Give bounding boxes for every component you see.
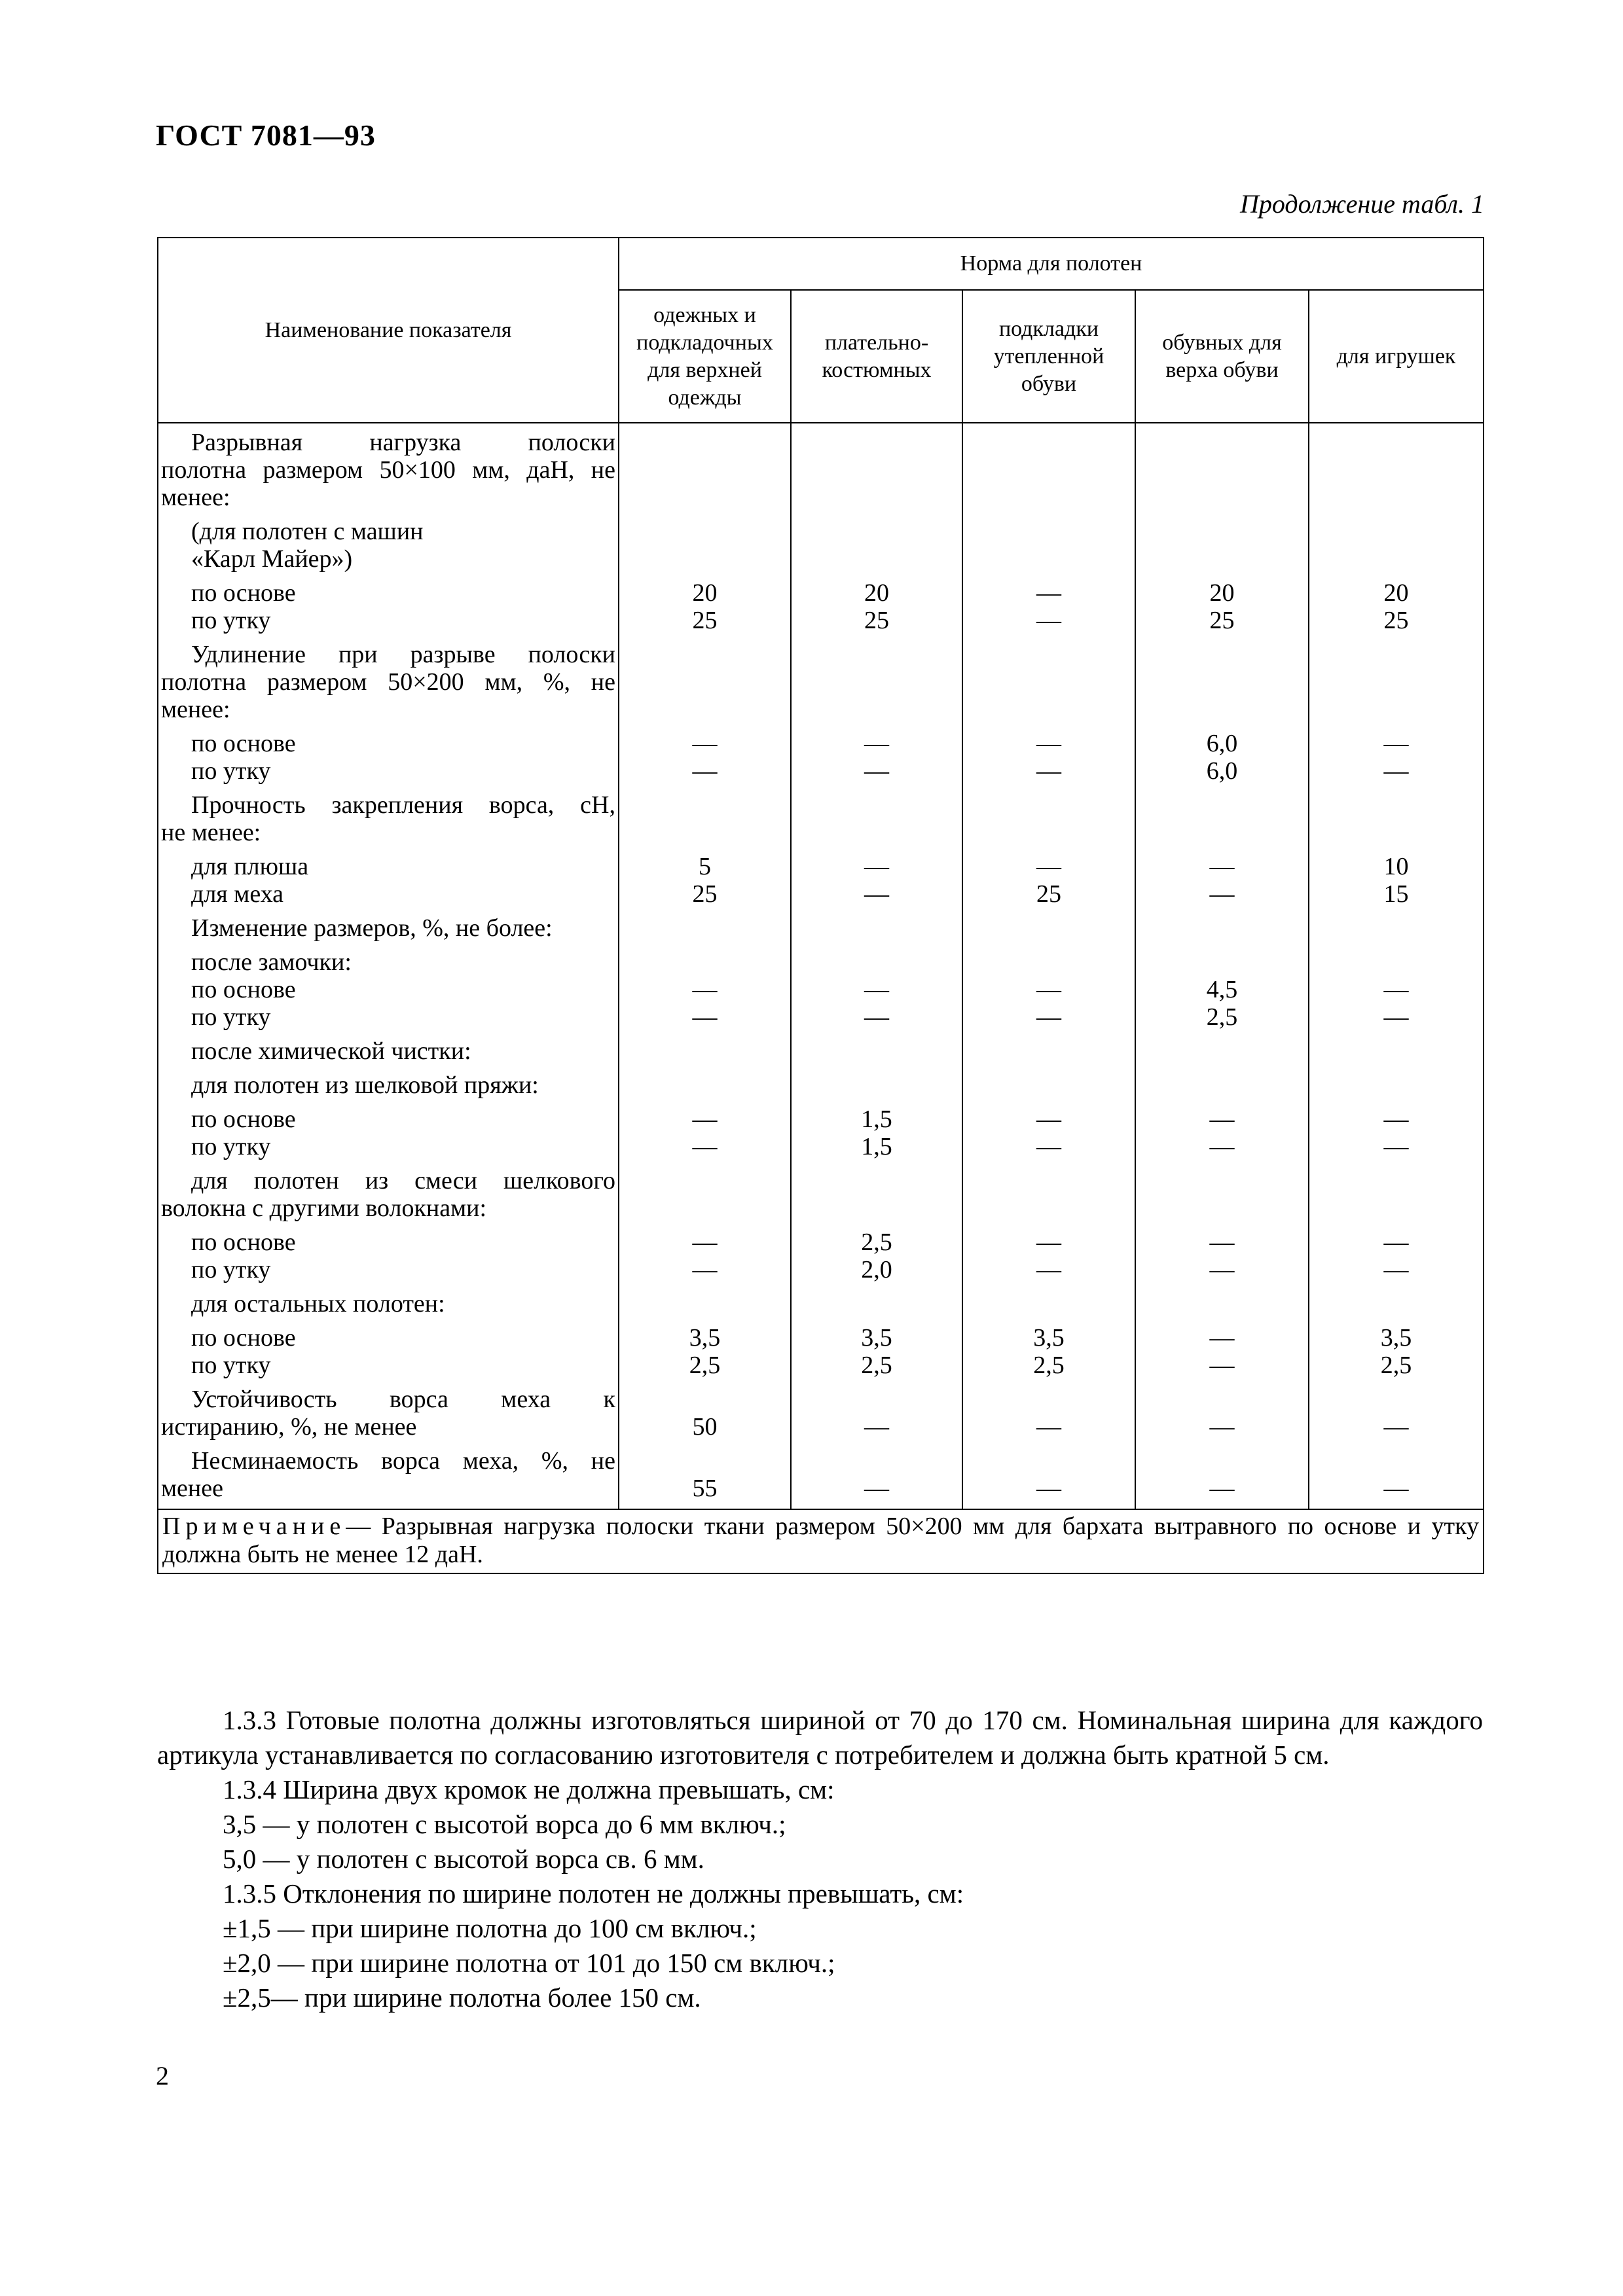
norm-value-cell [1309,1324,1484,1386]
norm-value-cell [1309,423,1484,518]
norm-value: — [864,853,889,880]
column-header-line: одежных и [653,302,756,327]
norm-value: — [1209,1229,1235,1256]
indicator-name-cell [158,730,619,791]
table-row [158,730,1484,791]
indicator-name-line: после химической чистки: [191,1037,471,1065]
norm-value-cell [1135,1167,1309,1229]
table-row [158,914,1484,948]
body-text [157,1703,1483,2015]
norm-value-cell [791,1290,962,1324]
norm-value: — [1209,1352,1235,1379]
indicator-name-line: по основе [191,1105,296,1133]
norm-column-header [1309,290,1484,423]
norm-value: 2,5 [861,1229,892,1256]
norm-value: — [692,730,718,757]
norm-value-cell [962,1229,1135,1290]
norm-value-cell [791,641,962,730]
indicator-name-line: для остальных полотен: [191,1290,445,1318]
norm-value-cell [619,853,791,914]
norm-value: — [1209,1475,1235,1502]
column-header-line: подкладки [998,316,1099,341]
norm-value-cell [1309,579,1484,641]
norm-value [619,1447,790,1475]
indicator-name-line: для полотен из шелковой пряжи: [191,1071,539,1099]
indicator-name-line: менее: [161,696,230,723]
indicator-name-line: Удлинение при разрыве полоски [191,641,615,668]
indicator-name-header: Наименование показателя [158,238,619,423]
indicator-name-line: Изменение размеров, %, не более: [191,914,553,942]
norm-value [619,948,790,976]
norm-value: 2,0 [861,1256,892,1283]
norm-value: — [1036,1229,1061,1256]
norm-value: 20 [864,579,889,607]
norm-value: 25 [1383,607,1409,634]
norm-value-cell [619,579,791,641]
norm-value: — [1209,1413,1235,1441]
indicator-name-line: по утку [191,607,271,634]
norm-value-cell [1309,914,1484,948]
indicator-name-cell [158,853,619,914]
norm-value: 25 [692,880,718,908]
norm-value: — [1383,1413,1409,1441]
norm-column-header [962,290,1135,423]
page-number: 2 [156,2061,169,2090]
norm-value-cell [619,423,791,518]
norm-value: — [692,757,718,785]
norm-value-cell [962,1105,1135,1167]
norm-value [1309,948,1483,976]
indicator-name-line: для меха [191,880,284,908]
norms-table [157,237,1484,1574]
norm-value: 3,5 [1033,1324,1065,1352]
indicator-name-cell [158,1167,619,1229]
norm-value: — [1036,1105,1061,1133]
norm-value: — [1209,1256,1235,1283]
table-row [158,1167,1484,1229]
norm-value-cell [1135,1037,1309,1071]
norm-value-cell [1309,1167,1484,1229]
norm-value [963,1386,1135,1413]
norm-value: — [1036,757,1061,785]
norm-value: — [1036,1475,1061,1502]
norm-value: 1,5 [861,1133,892,1160]
norm-value: — [1209,1133,1235,1160]
norm-value: 2,5 [689,1352,721,1379]
norm-value: 25 [1036,880,1061,908]
norm-value: 25 [864,607,889,634]
norm-value-cell [791,518,962,579]
norm-value-cell [1135,1071,1309,1105]
indicator-name-cell [158,914,619,948]
indicator-name-line: Разрывная нагрузка полоски [191,429,615,456]
norm-value-cell [1309,1386,1484,1447]
norm-value: 55 [692,1475,718,1502]
norm-value-cell [619,791,791,853]
norm-value [963,1447,1135,1475]
norm-value-cell [619,641,791,730]
norm-value-cell [1135,579,1309,641]
column-header-line: костюмных [822,357,932,382]
norm-value [963,948,1135,976]
indicator-name-cell [158,1386,619,1447]
norm-value [1136,1386,1308,1413]
norm-value-cell [1135,518,1309,579]
norm-value: 2,5 [1206,1003,1238,1031]
norm-value-cell [791,914,962,948]
norm-value-cell [1135,791,1309,853]
norm-value-cell [791,579,962,641]
indicator-name-line: Несминаемость ворса меха, %, не [191,1447,615,1475]
norm-value: — [864,976,889,1003]
clause-1-3-5-item: ±2,5— при ширине полотна более 150 см. [223,1982,701,2013]
norm-value-cell [791,730,962,791]
table-row [158,1290,1484,1324]
norm-value-cell [1309,730,1484,791]
norm-value: — [692,1256,718,1283]
norm-value-cell [1135,1447,1309,1509]
column-header-line: подкладочных [636,330,773,355]
norm-value: 3,5 [1380,1324,1412,1352]
norm-value-cell [1135,1386,1309,1447]
norm-value: 50 [692,1413,718,1441]
norm-value-cell [619,1229,791,1290]
norm-value: — [864,1413,889,1441]
norm-value-cell [619,1167,791,1229]
indicator-name-line: по утку [191,757,271,785]
indicator-name-line: по основе [191,1324,296,1352]
indicator-name-line: не менее: [161,819,261,846]
norm-value-cell [619,1324,791,1386]
indicator-name-cell [158,1290,619,1324]
norm-value [1309,1386,1483,1413]
clause-1-3-4-item: 3,5 — у полотен с высотой ворса до 6 мм включ.; [223,1809,786,1839]
clause-1-3-5: 1.3.5 Отклонения по ширине полотен не должны превышать, см: [223,1878,964,1909]
norm-value-cell [1309,1105,1484,1167]
norm-value-cell [791,1229,962,1290]
norm-column-header [1135,290,1309,423]
indicator-name-line: Устойчивость ворса меха к [191,1386,615,1413]
norm-value-cell [619,914,791,948]
clause-1-3-4: 1.3.4 Ширина двух кромок не должна превышать, см: [223,1774,835,1804]
norm-value-cell [791,1324,962,1386]
table-row [158,1447,1484,1509]
norm-value-cell [962,791,1135,853]
norm-value: 1,5 [861,1105,892,1133]
note-label: Примечание [162,1513,346,1540]
table-row [158,948,1484,1037]
table-row [158,1229,1484,1290]
norm-value: — [1036,730,1061,757]
indicator-name-cell [158,1324,619,1386]
norm-value: 5 [699,853,711,880]
table-row [158,1071,1484,1105]
norm-value: 10 [1383,853,1409,880]
norm-value-cell [962,1037,1135,1071]
table-row [158,579,1484,641]
norm-value-cell [791,1167,962,1229]
norm-value-cell [1135,730,1309,791]
norm-column-header [791,290,962,423]
norm-value: 6,0 [1206,757,1238,785]
norm-value: — [1036,607,1061,634]
norm-value: — [692,976,718,1003]
norm-value-cell [1309,1447,1484,1509]
norm-value [792,1447,962,1475]
indicator-name-cell [158,948,619,1037]
norm-value-cell [962,1386,1135,1447]
norm-value: 2,5 [861,1352,892,1379]
norm-value [1136,948,1308,976]
norm-value: — [1036,1256,1061,1283]
indicator-name-line: (для полотен с машин [191,518,424,545]
norm-value-cell [791,1071,962,1105]
norm-value-cell [1309,641,1484,730]
norm-value-cell [1135,423,1309,518]
norm-value-cell [619,948,791,1037]
norm-value: — [692,1133,718,1160]
norm-value: — [1383,730,1409,757]
norm-value-cell [1135,1324,1309,1386]
indicator-name-line: менее: [161,484,230,511]
norm-value-cell [1309,1071,1484,1105]
norm-value-cell [1309,948,1484,1037]
norm-value: — [864,1475,889,1502]
indicator-name-line: для плюша [191,853,309,880]
norm-value-cell [962,641,1135,730]
norm-value: 20 [1383,579,1409,607]
norm-value-cell [1309,853,1484,914]
indicator-name-line: по утку [191,1003,271,1031]
indicator-name-line: полотна размером 50×100 мм, даН, не [161,456,615,484]
norm-group-header: Норма для полотен [619,238,1484,290]
norm-value: — [1383,1003,1409,1031]
norm-value: — [1209,853,1235,880]
indicator-name-cell [158,1071,619,1105]
norm-value: — [692,1105,718,1133]
norm-value-cell [1309,1290,1484,1324]
norm-value: — [1036,1133,1061,1160]
document-title: ГОСТ 7081—93 [156,118,376,152]
norm-value: — [864,757,889,785]
table-row [158,1037,1484,1071]
indicator-name-line: после замочки: [191,948,352,976]
column-header-line: одежды [668,385,742,410]
norm-value-cell [791,423,962,518]
table-row [158,1324,1484,1386]
norm-value [792,1386,962,1413]
norm-value-cell [962,1290,1135,1324]
indicator-name-line: для полотен из смеси шелкового [191,1167,615,1194]
column-header-line: для верхней [647,357,762,382]
indicator-name-line: «Карл Майер») [191,545,353,573]
norm-value-cell [962,914,1135,948]
norm-value [619,1386,790,1413]
norm-value: 3,5 [689,1324,721,1352]
clause-1-3-5-item: ±2,0 — при ширине полотна от 101 до 150 см включ.; [223,1948,835,1978]
norm-value-cell [962,579,1135,641]
indicator-name-line: полотна размером 50×200 мм, %, не [161,668,615,696]
norm-value: 20 [1209,579,1235,607]
norm-value: 2,5 [1033,1352,1065,1379]
table-row [158,853,1484,914]
indicator-name-cell [158,1229,619,1290]
indicator-name-line: Прочность закрепления ворса, сН, [191,791,615,819]
norm-value-cell [1309,1037,1484,1071]
indicator-name-line: по основе [191,976,296,1003]
indicator-name-cell [158,518,619,579]
norm-value: — [1036,579,1061,607]
indicator-name-line: по основе [191,730,296,757]
column-header-line: плательно- [824,330,929,355]
table-row [158,791,1484,853]
indicator-name-line: истиранию, %, не менее [161,1413,417,1441]
column-header-line: обувных для [1162,330,1282,355]
norm-column-header [619,290,791,423]
norm-value-cell [962,1167,1135,1229]
norm-value: — [864,880,889,908]
norm-value-cell [791,948,962,1037]
norm-value-cell [791,1037,962,1071]
norm-value: — [1383,1475,1409,1502]
norm-value: — [1383,1105,1409,1133]
indicator-name-cell [158,791,619,853]
norm-value-cell [619,518,791,579]
norm-value: 4,5 [1206,976,1238,1003]
indicator-name-line: волокна с другими волокнами: [161,1194,487,1222]
norm-value-cell [1309,791,1484,853]
norm-value-cell [619,1071,791,1105]
indicator-name-cell [158,579,619,641]
norm-value: — [1383,1229,1409,1256]
clause-1-3-5-item: ±1,5 — при ширине полотна до 100 см включ.; [223,1913,757,1943]
norm-value-cell [791,1105,962,1167]
norm-value-cell [619,1105,791,1167]
norm-value: — [692,1003,718,1031]
clause-1-3-4-item: 5,0 — у полотен с высотой ворса св. 6 мм. [223,1844,704,1874]
norm-value: — [1383,1133,1409,1160]
table-row [158,518,1484,579]
indicator-name-line: по утку [191,1256,271,1283]
norm-value-cell [1135,853,1309,914]
norm-value-cell [1135,1229,1309,1290]
norm-value-cell [1135,948,1309,1037]
norm-value: 6,0 [1206,730,1238,757]
norm-value-cell [1135,1105,1309,1167]
norm-value: — [1383,976,1409,1003]
norm-value: — [1383,1256,1409,1283]
norm-value-cell [619,1290,791,1324]
norm-value-cell [791,853,962,914]
norm-value-cell [962,1447,1135,1509]
indicator-name-line: по утку [191,1133,271,1160]
table-row [158,641,1484,730]
table-note [158,1509,1484,1573]
norm-value: — [1036,1003,1061,1031]
indicator-name-cell [158,1037,619,1071]
norm-value: — [1036,1413,1061,1441]
norm-value [1309,1447,1483,1475]
clause-1-3-3: 1.3.3 Готовые полотна должны изготовляться шириной от 70 до 170 см. Номинальная ширина для каждого артикула устанавливается по согласованию изготовителя с потребителем и должна быть кратной 5 см. [157,1705,1483,1770]
indicator-name-line: по основе [191,1229,296,1256]
norm-value: — [1036,853,1061,880]
indicator-name-cell [158,1447,619,1509]
norm-value: — [1209,880,1235,908]
indicator-name-cell [158,641,619,730]
norm-value [1136,1447,1308,1475]
note-text: — Разрывная нагрузка полоски ткани размером 50×200 мм для бархата вытравного по основе и утку должна быть не менее 12 даН. [162,1513,1480,1568]
table-row [158,1105,1484,1167]
norm-value-cell [619,1386,791,1447]
norm-value: 3,5 [861,1324,892,1352]
norm-value-cell [962,1071,1135,1105]
norm-value: 2,5 [1380,1352,1412,1379]
norm-value-cell [962,1324,1135,1386]
table-row [158,423,1484,518]
column-header-line: верха обуви [1165,357,1279,382]
norm-value: — [864,1003,889,1031]
indicator-name-cell [158,1105,619,1167]
norm-value: 15 [1383,880,1409,908]
norm-value-cell [619,730,791,791]
norm-value-cell [619,1037,791,1071]
norm-value: — [1209,1105,1235,1133]
indicator-name-cell [158,423,619,518]
norm-value: 25 [692,607,718,634]
indicator-name-line: менее [161,1475,223,1502]
norm-value [792,948,962,976]
norm-value-cell [962,853,1135,914]
column-header-line: обуви [1021,371,1077,396]
norm-value-cell [1135,914,1309,948]
norm-value-cell [791,1386,962,1447]
norm-value-cell [791,791,962,853]
norm-value-cell [1135,1290,1309,1324]
indicator-name-line: по утку [191,1352,271,1379]
table-row [158,1386,1484,1447]
norm-value-cell [791,1447,962,1509]
indicator-name-line: по основе [191,579,296,607]
norm-value: — [864,730,889,757]
norm-value: — [692,1229,718,1256]
column-header-line: утепленной [993,344,1104,368]
column-header-line: для игрушек [1336,344,1456,368]
norm-value: 20 [692,579,718,607]
table-continuation-label: Продолжение табл. 1 [1239,189,1484,219]
norm-value-cell [962,730,1135,791]
norm-value-cell [1309,1229,1484,1290]
norm-value: — [1209,1324,1235,1352]
norm-value: — [1036,976,1061,1003]
norm-value: 25 [1209,607,1235,634]
norm-value-cell [962,518,1135,579]
norm-value-cell [962,423,1135,518]
norm-value-cell [619,1447,791,1509]
norm-value-cell [1309,518,1484,579]
norm-value-cell [1135,641,1309,730]
norm-value: — [1383,757,1409,785]
norm-value-cell [962,948,1135,1037]
